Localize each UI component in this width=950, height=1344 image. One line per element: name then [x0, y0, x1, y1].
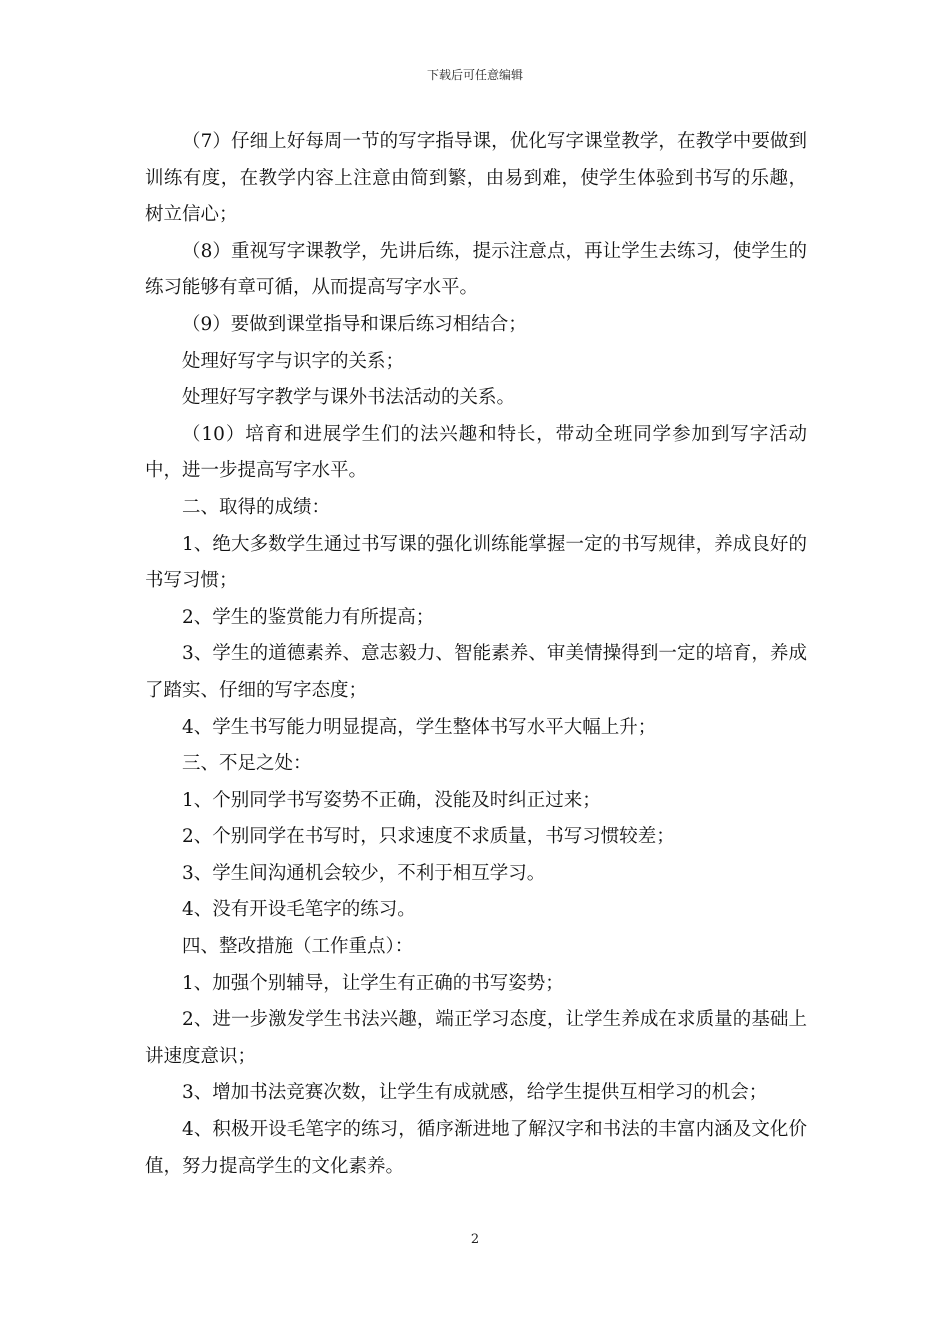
achievement-item-4: 4、学生书写能力明显提高，学生整体书写水平大幅上升；	[182, 716, 657, 738]
paragraph-9: （9）要做到课堂指导和课后练习相结合；	[182, 313, 527, 335]
paragraph-7: （7）仔细上好每周一节的写字指导课，优化写字课堂教学，在教学中要做到训练有度，在教学内容上注意由简到繁，由易到难，使学生体验到书写的乐趣，树立信心；	[145, 131, 807, 226]
achievement-item-2: 2、学生的鉴赏能力有所提高；	[182, 606, 435, 628]
page-header: 下载后可任意编辑	[426, 68, 523, 82]
achievement-item-1: 1、绝大多数学生通过书写课的强化训练能掌握一定的书写规律，养成良好的书写习惯；	[145, 533, 807, 592]
shortcoming-item-1: 1、个别同学书写姿势不正确，没能及时纠正过来；	[182, 789, 601, 811]
shortcoming-item-3: 3、学生间沟通机会较少，不利于相互学习。	[182, 862, 546, 884]
shortcoming-item-2: 2、个别同学在书写时，只求速度不求质量，书写习惯较差；	[182, 826, 675, 848]
measure-item-1: 1、加强个别辅导，让学生有正确的书写姿势；	[182, 972, 564, 994]
section-heading-measures: 四、整改措施（工作重点）：	[182, 936, 414, 958]
measure-item-4: 4、积极开设毛笔字的练习，循序渐进地了解汉字和书法的丰富内涵及文化价值，努力提高学生的文化素养。	[145, 1119, 807, 1177]
measure-item-2: 2、进一步激发学生书法兴趣，端正学习态度，让学生养成在求质量的基础上讲速度意识；	[145, 1009, 807, 1067]
page-number: 2	[470, 1232, 480, 1247]
paragraph-10: （10）培育和进展学生们的法兴趣和特长，带动全班同学参加到写字活动中，进一步提高写字水平。	[145, 423, 807, 482]
measure-item-3: 3、增加书法竞赛次数，让学生有成就感，给学生提供互相学习的机会；	[182, 1082, 768, 1104]
paragraph-9-sub-2: 处理好写字教学与课外书法活动的关系。	[182, 387, 516, 409]
paragraph-8: （8）重视写字课教学，先讲后练，提示注意点，再让学生去练习，使学生的练习能够有章可循，从而提高写字水平。	[145, 240, 807, 299]
section-heading-shortcomings: 三、不足之处：	[182, 753, 312, 775]
paragraph-9-sub-1: 处理好写字与识字的关系；	[182, 350, 405, 372]
shortcoming-item-4: 4、没有开设毛笔字的练习。	[182, 899, 416, 921]
achievement-item-3: 3、学生的道德素养、意志毅力、智能素养、审美情操得到一定的培育，养成了踏实、仔细的写字态度；	[145, 643, 807, 701]
document-body	[145, 124, 807, 1185]
section-heading-achievements: 二、取得的成绩：	[182, 496, 331, 518]
